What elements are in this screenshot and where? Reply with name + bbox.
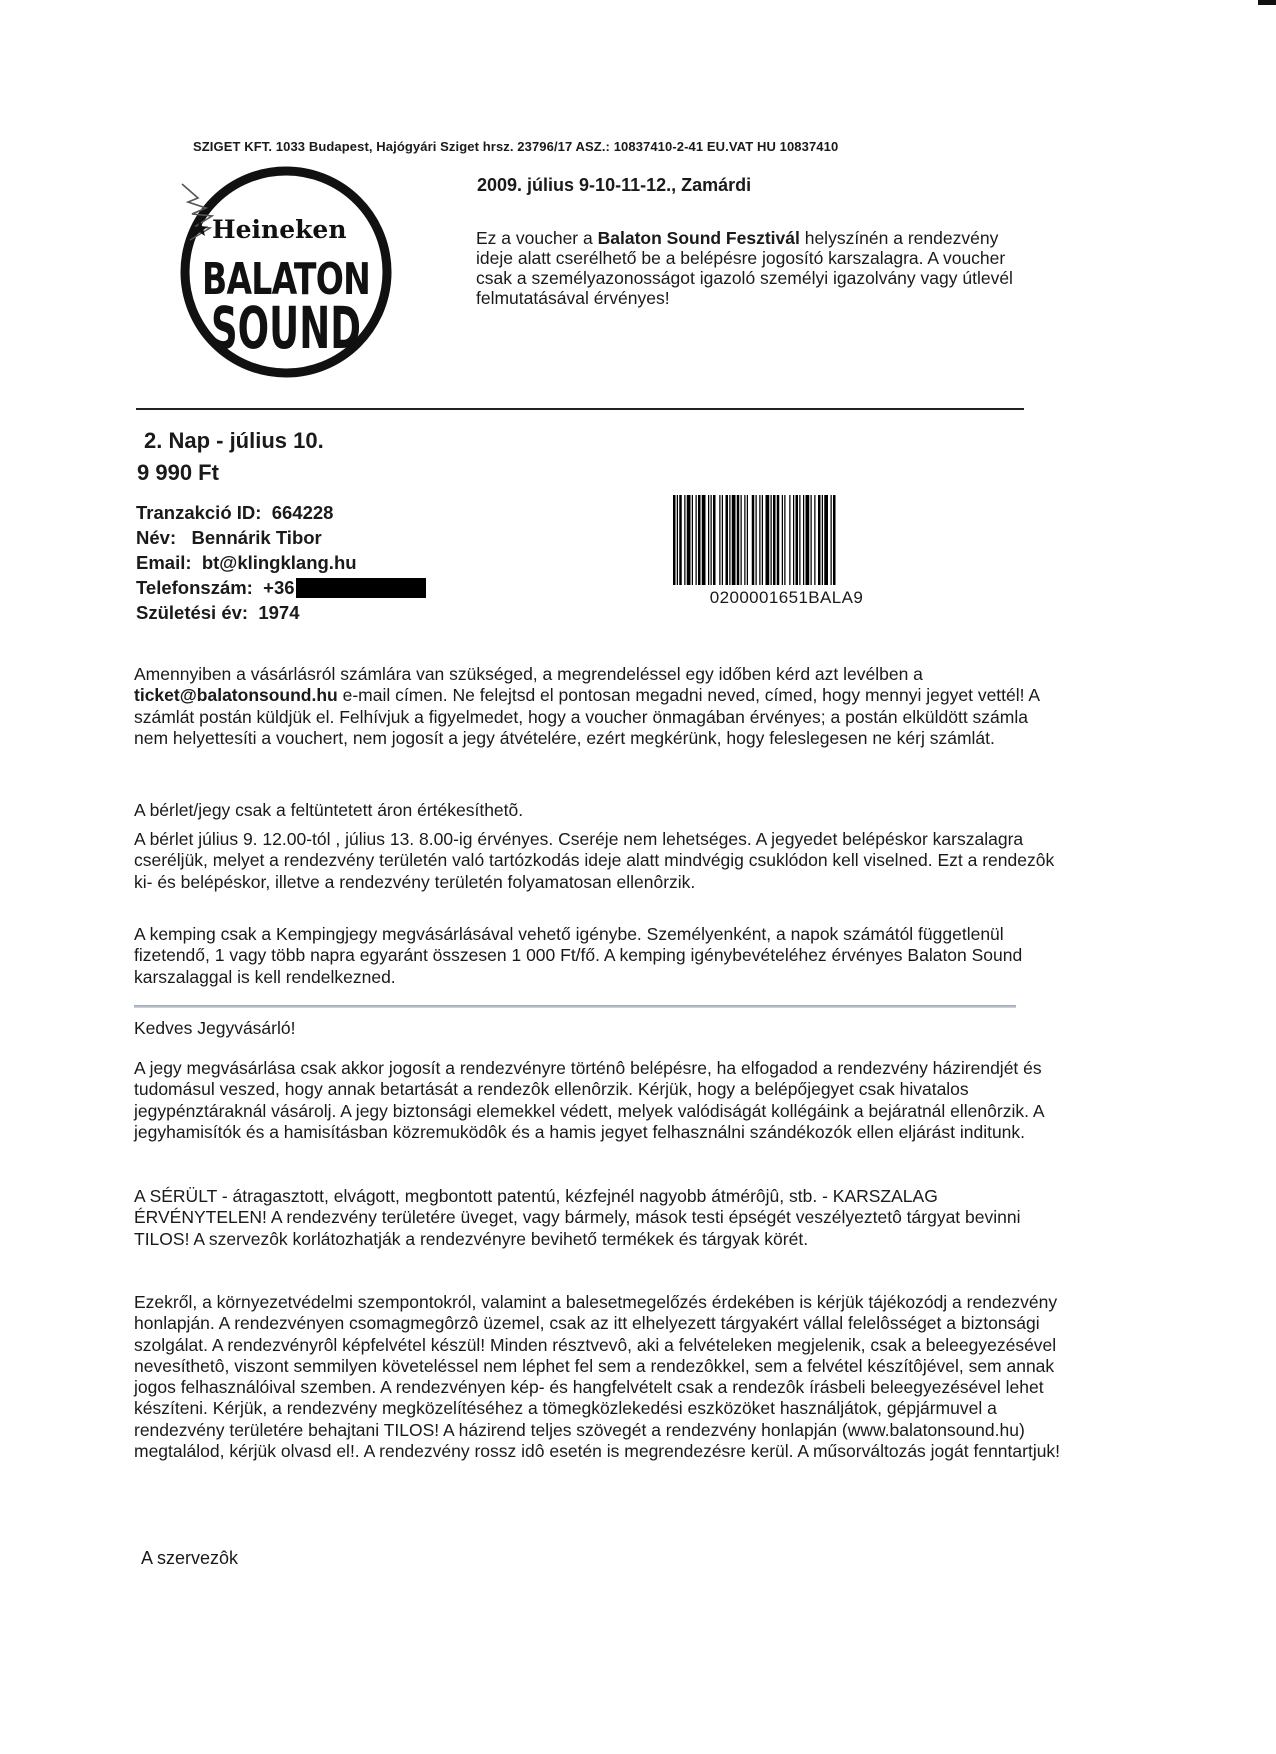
damaged-band-paragraph: A SÉRÜLT - átragasztott, elvágott, megbontott patentú, kézfejnél nagyobb átmérôjû, stb. - KARSZALAG ÉRVÉNYTELEN! A rendezvény területére üveget, vagy bármely, mások testi épségét veszélyeztetô tárgyat bevinni TILOS! A szervezôk korlátozhatják a rendezvényre bevihető termékek és tárgyak körét. <box>134 1186 1021 1249</box>
barcode-bar <box>713 495 716 585</box>
barcode-bar <box>729 495 730 585</box>
barcode-bar <box>803 495 804 585</box>
logo-balaton-text: BALATON <box>202 254 370 305</box>
camping-paragraph: A kemping csak a Kempingjegy megvásárlásával vehető igénybe. Személyenként, a napok számától függetlenül fizetendő, 1 vagy több napra egyaránt összesen 1 000 Ft/fő. A kemping igénybevételéhez érvényes Balaton Sound karszalaggal is kell rendelkezned. <box>134 924 1023 987</box>
phone-row <box>136 575 426 600</box>
email-value: bt@klingklang.hu <box>201 552 357 573</box>
customer-info <box>136 500 426 625</box>
transaction-row <box>136 500 426 525</box>
ticket-price: 9 990 Ft <box>137 460 219 485</box>
barcode-bar <box>822 495 823 585</box>
barcode-bar <box>789 495 790 585</box>
barcode-bar <box>793 495 794 585</box>
company-header: SZIGET KFT. 1033 Budapest, Hajógyári Sziget hrsz. 23796/17 ASZ.: 10837410-2-41 EU.VAT HU 10837410 <box>193 139 839 154</box>
barcode-bar <box>702 495 706 585</box>
barcode-bar <box>799 495 800 585</box>
section-divider <box>136 408 1024 410</box>
barcode-bar <box>833 495 836 585</box>
invoice-text-post: e-mail címen. Ne felejtsd el pontosan megadni neved, címed, hogy mennyi jegyet vettél! A számlát postán küldjük el. Felhívjuk a figyelmedet, hogy a voucher önmagában érvényes; a postán elküldött számla nem helyettesíti a vouchert, nem jogosít a jegy átvételére, ezért megkérünk, hogy feleslegesen ne kérj számlát. <box>134 685 1040 748</box>
heineken-wordmark: Heineken <box>212 215 347 244</box>
barcode-bar <box>759 495 760 585</box>
barcode-bar <box>771 495 772 585</box>
phone-label: Telefonszám: <box>136 577 253 598</box>
barcode <box>673 495 900 585</box>
barcode-bar <box>684 495 685 585</box>
signature: A szervezôk <box>141 1548 239 1568</box>
barcode-bar <box>806 495 810 585</box>
barcode-bar <box>747 495 748 585</box>
barcode-bar <box>756 495 757 585</box>
barcode-bar <box>708 495 709 585</box>
invoice-paragraph <box>134 664 1064 749</box>
email-row <box>136 550 426 575</box>
greeting: Kedves Jegyvásárló! <box>134 1018 296 1038</box>
name-label: Név: <box>136 527 177 548</box>
barcode-bar <box>811 495 812 585</box>
barcode-bar <box>766 495 770 585</box>
festival-name: Balaton Sound Fesztivál <box>597 228 800 248</box>
entry-paragraph: A jegy megvásárlása csak akkor jogosít a rendezvényre történô belépésre, ha elfogadod a rendezvény házirendjét és tudomásul veszed, hogy annak betartását a rendezôk ellenôrzik. Kérjük, hogy a belépőjegyet csak hivatalos jegypénztáraknál vásárolj. A jegy biztonsági elemekkel védett, melyek valódiságát kollégáink a bejáratnál ellenôrzik. A jegyhamisítók és a hamisításban közremuködôk és a hamis jegyet felhasználni szándékozók ellen eljárást inditunk. <box>134 1058 1044 1142</box>
barcode-bar <box>711 495 712 585</box>
birth-row <box>136 600 426 625</box>
barcode-bar <box>782 495 783 585</box>
event-date-place: 2009. július 9-10-11-12., Zamárdi <box>477 175 752 195</box>
separator-line <box>134 1005 1016 1008</box>
barcode-bar <box>737 495 740 585</box>
barcode-bar <box>784 495 785 585</box>
barcode-number: 0200001651BALA9 <box>709 588 864 607</box>
barcode-bar <box>673 495 676 585</box>
scan-edge-mark <box>1258 0 1276 5</box>
transaction-value: 664228 <box>271 502 334 523</box>
barcode-bar <box>687 495 691 585</box>
validity-paragraph: A bérlet július 9. 12.00-tól , július 13. 8.00-ig érvényes. Cseréje nem lehetséges. A jegyedet belépéskor karszalagra cseréljük, melyet a rendezvény területén való tartózkodás ideje alatt mindvégig csuklódon kell viselned. Ezt a rendezôk ki- és belépéskor, illetve a rendezvény területén folyamatosan ellenôrzik. <box>134 829 1055 892</box>
barcode-bar <box>777 495 780 585</box>
barcode-bar <box>696 495 697 585</box>
barcode-bar <box>773 495 776 585</box>
barcode-bar <box>722 495 723 585</box>
phone-value: +36 <box>263 577 295 598</box>
barcode-bar <box>744 495 745 585</box>
name-row <box>136 525 426 550</box>
barcode-bar <box>752 495 755 585</box>
barcode-bar <box>824 495 828 585</box>
ticket-day: 2. Nap - július 10. <box>144 428 324 453</box>
barcode-bar <box>719 495 720 585</box>
environment-paragraph: Ezekről, a környezetvédelmi szempontokról, valamint a balesetmegelőzés érdekében is kérjük tájékozódj a rendezvény honlapján. A rendezvényen csomagmegôrzô üzemel, csak az itt elhelyezett tárgyakért vállal felelôsséget a biztonsági szolgálat. A rendezvényrôl képfelvétel készül! Minden résztvevô, aki a felvételeken megjelenik, csak a beleegyezésével nevesíthetô, viszont semmilyen követeléssel nem léphet fel sem a rendezôkkel, sem a felvétel készítôjével, sem annak jogos felhasználóival szemben. A rendezvényen kép- és hangfelvételt csak a rendezôk írásbeli beleegyezésével lehet készíteni. Kérjük, a rendezvény megközelítéséhez a tömegközlekedési eszközöket használjátok, gépjármuvel a rendezvény területére behajtani TILOS! A házirend teljes szövegét a rendezvény honlapján (www.balatonsound.hu) megtalálod, kérjük olvasd el!. A rendezvény rossz idô esetén is megrendezésre kerül. A műsorváltozás jogát fenntartjuk! <box>134 1292 1061 1462</box>
birth-label: Születési év: <box>136 602 249 623</box>
barcode-bar <box>677 495 678 585</box>
resale-paragraph: A bérlet/jegy csak a feltüntetett áron értékesíthetõ. <box>134 800 524 820</box>
invoice-text-pre: Amennyiben a vásárlásról számlára van szükséged, a megrendeléssel egy időben kérd azt levélben a <box>134 664 923 684</box>
email-label: Email: <box>136 552 192 573</box>
barcode-bar <box>732 495 736 585</box>
barcode-bar <box>831 495 832 585</box>
transaction-label: Tranzakció ID: <box>136 502 262 523</box>
balaton-sound-logo <box>178 164 394 380</box>
barcode-bar <box>698 495 701 585</box>
barcode-bar <box>692 495 693 585</box>
redaction-bar <box>296 578 426 598</box>
scan-edge <box>1254 0 1276 1754</box>
barcode-bar <box>818 495 821 585</box>
barcode-bar <box>741 495 742 585</box>
voucher-text-post: helyszínén a rendezvény ideje alatt cserélhető be a belépésre jogosító karszalagra. A voucher csak a személyazonosságot igazoló személyi igazolvány vagy útlevél felmutatásával érvényes! <box>476 228 1013 308</box>
logo-sound-text: SOUND <box>211 294 361 362</box>
name-value: Bennárik Tibor <box>191 527 322 548</box>
barcode-bar <box>814 495 815 585</box>
barcode-bar <box>762 495 763 585</box>
barcode-bar <box>679 495 682 585</box>
birth-value: 1974 <box>258 602 300 623</box>
voucher-text-pre: Ez a voucher a <box>476 228 598 248</box>
barcode-bar <box>726 495 729 585</box>
voucher-description <box>476 228 1016 308</box>
barcode-bar <box>796 495 799 585</box>
ticket-email-link: ticket@balatonsound.hu <box>134 685 338 706</box>
